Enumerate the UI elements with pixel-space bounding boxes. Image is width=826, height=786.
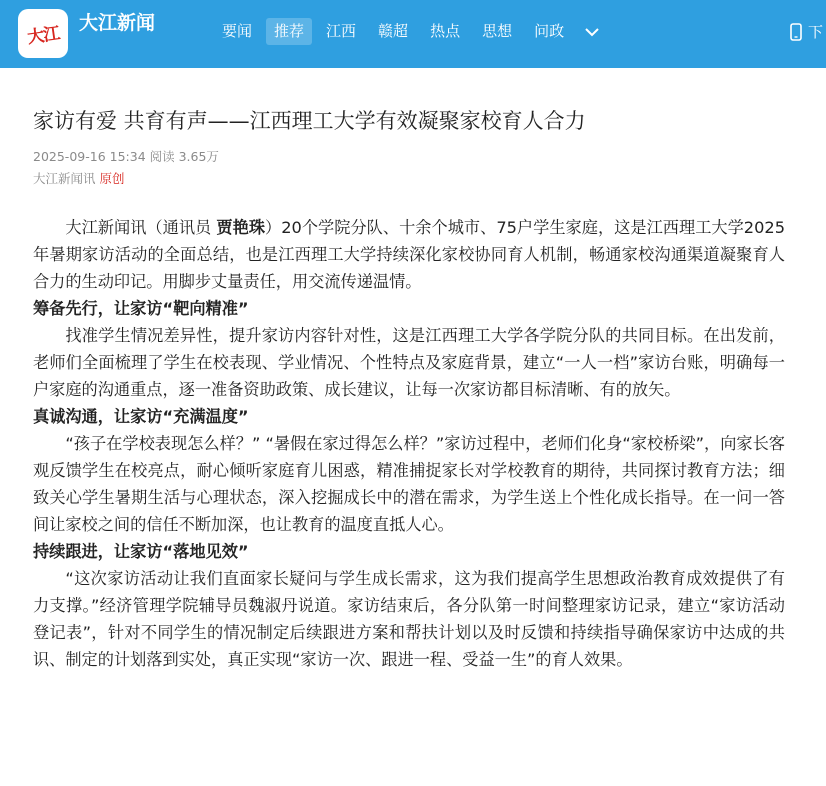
section-heading: 真诚沟通，让家访“充满温度” — [33, 407, 249, 426]
nav-item-ganchao[interactable]: 赣超 — [378, 22, 409, 40]
author-name: 贾艳珠 — [216, 218, 266, 237]
nav-item-jiangxi[interactable]: 江西 — [326, 22, 357, 40]
top-navigation-bar — [0, 0, 826, 68]
nav-item-news[interactable]: 要闻 — [222, 22, 253, 40]
source-name: 大江新闻讯 — [33, 171, 96, 186]
download-label: 下 — [808, 23, 824, 41]
lead-prefix: 大江新闻讯（通讯员 — [65, 218, 217, 237]
section-heading: 持续跟进，让家访“落地见效” — [33, 542, 249, 561]
lead-text: ）20个学院分队、十余个城市、75户学生家庭，这是江西理工大学2025年暑期家访活动的全面总结，也是江西理工大学持续深化家校协同育人机制，畅通家校沟通渠道凝聚育人合力的生动印记。用脚步丈量责任，用交流传递温情。 — [33, 218, 786, 291]
section-paragraph: “孩子在学校表现怎么样？” “暑假在家过得怎么样？”家访过程中，老师们化身“家校桥梁”，向家长客观反馈学生在校亮点，耐心倾听家庭育儿困惑，精准捕捉家长对学校教育的期待，共同探讨教育方法；细致关心学生暑期生活与心理状态，深入挖掘成长中的潜在需求，为学生送上个性化成长指导。在一问一答间让家校之间的信任不断加深，也让教育的温度直抵人心。 — [33, 434, 785, 534]
nav-item-hot[interactable]: 热点 — [430, 22, 461, 40]
article-body — [33, 214, 785, 673]
section-paragraph: “这次家访活动让我们直面家长疑问与学生成长需求，这为我们提高学生思想政治教育成效提供了有力支撑。”经济管理学院辅导员魏淑丹说道。家访结束后，各分队第一时间整理家访记录，建立“家访活动登记表”，针对不同学生的情况制定后续跟进方案和帮扶计划以及时反馈和持续指导确保家访中达成的共识、制定的计划落到实处，真正实现“家访一次、跟进一程、受益一生”的育人效果。 — [33, 569, 785, 669]
original-tag: 原创 — [99, 171, 125, 186]
section-heading: 筹备先行，让家访“靶向精准” — [33, 299, 249, 318]
article-source — [33, 170, 125, 188]
site-logo[interactable] — [18, 9, 68, 58]
logo-mark: 大江 — [26, 23, 61, 49]
nav-item-recommend[interactable]: 推荐 — [266, 18, 312, 45]
channel-nav — [214, 18, 606, 45]
app-download-link[interactable] — [790, 18, 823, 45]
article-meta: 2025-09-16 15:34 阅读 3.65万 — [33, 149, 219, 164]
more-channels-button[interactable] — [578, 18, 606, 45]
brand-name[interactable]: 大江新闻 — [79, 12, 156, 34]
chevron-down-icon — [584, 27, 600, 37]
lead-paragraph — [33, 214, 785, 295]
phone-icon — [790, 23, 802, 41]
section-paragraph: 找准学生情况差异性，提升家访内容针对性，这是江西理工大学各学院分队的共同目标。在出发前，老师们全面梳理了学生在校表现、学业情况、个性特点及家庭背景，建立“一人一档”家访台账，明确每一户家庭的沟通重点，逐一准备资助政策、成长建议，让每一次家访都目标清晰、有的放矢。 — [33, 326, 785, 399]
article-title: 家访有爱 共育有声——江西理工大学有效凝聚家校育人合力 — [33, 109, 586, 133]
nav-item-wenzheng[interactable]: 问政 — [534, 22, 565, 40]
nav-item-thought[interactable]: 思想 — [482, 22, 513, 40]
